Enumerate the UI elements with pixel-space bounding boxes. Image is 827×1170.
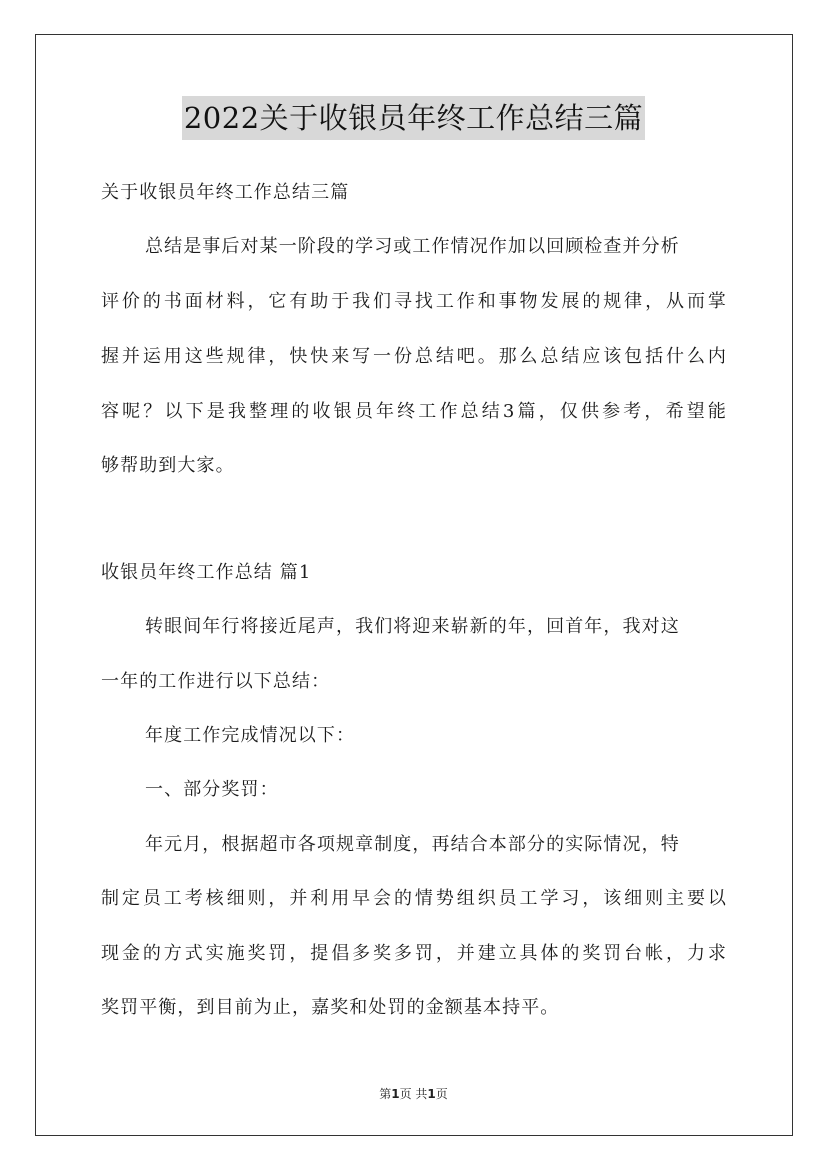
para4-line-1: 年元月，根据超市各项规章制度，再结合本部分的实际情况，特 (145, 834, 680, 855)
intro-line-4: 容呢？以下是我整理的收银员年终工作总结3篇，仅供参考，希望能 (101, 401, 727, 422)
footer-page-total: 1 (427, 1087, 436, 1101)
intro-line-5: 够帮助到大家。 (101, 455, 235, 476)
para4-line-2: 制定员工考核细则，并利用早会的情势组织员工学习，该细则主要以 (101, 888, 727, 909)
footer-page-number: 1 (391, 1087, 400, 1101)
para3: 一、部分奖罚： (145, 779, 279, 800)
title-container (0, 96, 827, 140)
intro-line-3: 握并运用这些规律，快快来写一份总结吧。那么总结应该包括什么内 (101, 346, 727, 367)
footer-prefix: 第 (379, 1087, 392, 1101)
para1-line-2: 一年的工作进行以下总结： (101, 671, 331, 692)
section-heading: 收银员年终工作总结 篇1 (101, 562, 312, 583)
para2: 年度工作完成情况以下： (145, 725, 356, 746)
footer-mid: 页 共 (399, 1087, 428, 1101)
para4-line-3: 现金的方式实施奖罚，提倡多奖多罚，并建立具体的奖罚台帐，力求 (101, 943, 727, 964)
document-title: 2022关于收银员年终工作总结三篇 (182, 96, 645, 140)
para4-line-4: 奖罚平衡，到目前为止，嘉奖和处罚的金额基本持平。 (101, 997, 560, 1018)
para1-line-1: 转眼间年行将接近尾声，我们将迎来崭新的年，回首年，我对这 (145, 616, 680, 637)
intro-line-2: 评价的书面材料，它有助于我们寻找工作和事物发展的规律，从而掌 (101, 291, 727, 312)
subtitle: 关于收银员年终工作总结三篇 (101, 182, 350, 203)
page-footer (0, 1085, 827, 1102)
footer-suffix: 页 (435, 1087, 448, 1101)
intro-line-1: 总结是事后对某一阶段的学习或工作情况作加以回顾检查并分析 (145, 236, 680, 257)
